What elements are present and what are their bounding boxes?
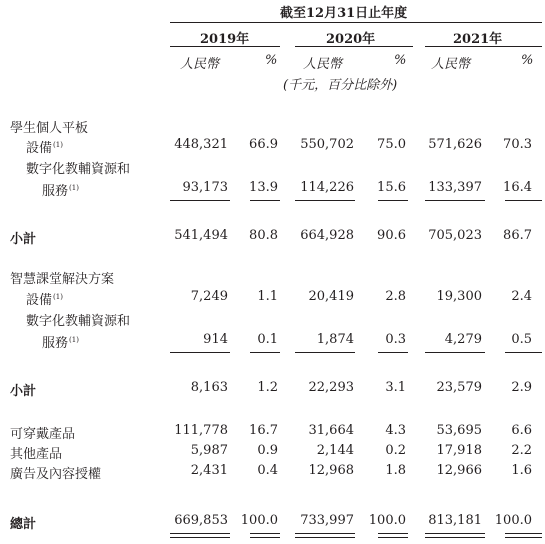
pct-2021: % bbox=[521, 53, 534, 68]
amount-cell: 2,144 bbox=[316, 443, 354, 458]
row-label: 設備$^{(1)}$ bbox=[26, 141, 63, 156]
percent-cell: 0.9 bbox=[257, 443, 278, 458]
amount-cell: 664,928 bbox=[300, 228, 354, 243]
subtotal-rule bbox=[170, 200, 230, 201]
footnote-marker: (1) bbox=[69, 184, 79, 192]
percent-cell: 0.3 bbox=[385, 332, 406, 347]
row-label: 小計 bbox=[10, 232, 37, 247]
period-header: 截至12月31日止年度 bbox=[280, 6, 408, 21]
unit-note: (千元，百分比除外) bbox=[283, 78, 398, 93]
percent-cell: 0.1 bbox=[257, 332, 278, 347]
percent-cell: 100.0 bbox=[494, 513, 532, 528]
percent-cell: 1.8 bbox=[385, 463, 406, 478]
percent-cell: 4.3 bbox=[385, 423, 406, 438]
total-double-rule bbox=[378, 533, 408, 534]
year-rule-2019 bbox=[170, 46, 280, 47]
percent-cell: 70.3 bbox=[503, 137, 532, 152]
amount-cell: 12,966 bbox=[436, 463, 482, 478]
amount-cell: 133,397 bbox=[428, 180, 482, 195]
row-label: 廣告及內容授權 bbox=[10, 467, 102, 482]
subtotal-rule bbox=[250, 200, 280, 201]
row-label: 服務$^{(1)}$ bbox=[42, 336, 79, 351]
percent-cell: 3.1 bbox=[385, 380, 406, 395]
amount-cell: 111,778 bbox=[174, 423, 228, 438]
subtotal-rule bbox=[295, 352, 355, 353]
currency-2019: 人民幣 bbox=[180, 57, 220, 72]
amount-cell: 813,181 bbox=[428, 513, 482, 528]
percent-cell: 16.7 bbox=[249, 423, 278, 438]
pct-2020: % bbox=[394, 53, 407, 68]
percent-cell: 100.0 bbox=[368, 513, 406, 528]
footnote-marker: (1) bbox=[69, 336, 79, 344]
year-rule-2020 bbox=[295, 46, 413, 47]
amount-cell: 705,023 bbox=[428, 228, 482, 243]
subtotal-rule bbox=[170, 352, 230, 353]
amount-cell: 20,419 bbox=[308, 289, 354, 304]
amount-cell: 914 bbox=[203, 332, 228, 347]
year-2020: 2020年 bbox=[326, 32, 376, 47]
amount-cell: 31,664 bbox=[308, 423, 354, 438]
percent-cell: 16.4 bbox=[503, 180, 532, 195]
amount-cell: 4,279 bbox=[444, 332, 482, 347]
row-label: 其他產品 bbox=[10, 447, 63, 462]
row-label: 數字化教輔資源和 bbox=[26, 162, 131, 177]
total-double-rule bbox=[295, 537, 355, 538]
footnote-marker: (1) bbox=[53, 141, 63, 149]
total-double-rule bbox=[425, 537, 485, 538]
subtotal-rule bbox=[378, 200, 408, 201]
amount-cell: 448,321 bbox=[174, 137, 228, 152]
total-double-rule bbox=[505, 533, 542, 534]
year-rule-2021 bbox=[425, 46, 542, 47]
total-double-rule bbox=[295, 533, 355, 534]
amount-cell: 23,579 bbox=[436, 380, 482, 395]
percent-cell: 6.6 bbox=[511, 423, 532, 438]
row-label: 智慧課堂解決方案 bbox=[10, 272, 115, 287]
percent-cell: 66.9 bbox=[249, 137, 278, 152]
row-label: 學生個人平板 bbox=[10, 121, 89, 136]
total-double-rule bbox=[378, 537, 408, 538]
total-double-rule bbox=[425, 533, 485, 534]
percent-cell: 86.7 bbox=[503, 228, 532, 243]
percent-cell: 1.1 bbox=[257, 289, 278, 304]
percent-cell: 2.2 bbox=[511, 443, 532, 458]
subtotal-rule bbox=[505, 200, 542, 201]
percent-cell: 1.6 bbox=[511, 463, 532, 478]
footnote-marker: (1) bbox=[53, 293, 63, 301]
row-label: 總計 bbox=[10, 517, 37, 532]
total-double-rule bbox=[505, 537, 542, 538]
amount-cell: 8,163 bbox=[190, 380, 228, 395]
percent-cell: 2.4 bbox=[511, 289, 532, 304]
subtotal-rule bbox=[505, 352, 542, 353]
percent-cell: 1.2 bbox=[257, 380, 278, 395]
percent-cell: 0.2 bbox=[385, 443, 406, 458]
subtotal-rule bbox=[295, 200, 355, 201]
subtotal-rule bbox=[378, 352, 408, 353]
total-double-rule bbox=[170, 537, 230, 538]
amount-cell: 550,702 bbox=[300, 137, 354, 152]
pct-2019: % bbox=[265, 53, 278, 68]
total-double-rule bbox=[170, 533, 230, 534]
total-double-rule bbox=[250, 537, 280, 538]
subtotal-rule bbox=[425, 200, 485, 201]
amount-cell: 12,968 bbox=[308, 463, 354, 478]
year-2021: 2021年 bbox=[453, 32, 503, 47]
row-label: 小計 bbox=[10, 384, 37, 399]
amount-cell: 19,300 bbox=[436, 289, 482, 304]
percent-cell: 2.8 bbox=[385, 289, 406, 304]
amount-cell: 53,695 bbox=[436, 423, 482, 438]
percent-cell: 90.6 bbox=[377, 228, 406, 243]
amount-cell: 2,431 bbox=[190, 463, 228, 478]
amount-cell: 1,874 bbox=[316, 332, 354, 347]
row-label: 設備$^{(1)}$ bbox=[26, 293, 63, 308]
percent-cell: 0.4 bbox=[257, 463, 278, 478]
row-label: 可穿戴產品 bbox=[10, 427, 76, 442]
amount-cell: 93,173 bbox=[182, 180, 228, 195]
percent-cell: 80.8 bbox=[249, 228, 278, 243]
currency-2021: 人民幣 bbox=[431, 57, 471, 72]
percent-cell: 13.9 bbox=[249, 180, 278, 195]
amount-cell: 669,853 bbox=[174, 513, 228, 528]
percent-cell: 75.0 bbox=[377, 137, 406, 152]
currency-2020: 人民幣 bbox=[303, 57, 343, 72]
subtotal-rule bbox=[425, 352, 485, 353]
amount-cell: 114,226 bbox=[300, 180, 354, 195]
amount-cell: 733,997 bbox=[300, 513, 354, 528]
amount-cell: 5,987 bbox=[190, 443, 228, 458]
year-2019: 2019年 bbox=[200, 32, 250, 47]
percent-cell: 2.9 bbox=[511, 380, 532, 395]
row-label: 服務$^{(1)}$ bbox=[42, 184, 79, 199]
header-rule bbox=[170, 22, 542, 23]
percent-cell: 15.6 bbox=[377, 180, 406, 195]
subtotal-rule bbox=[250, 352, 280, 353]
amount-cell: 17,918 bbox=[436, 443, 482, 458]
percent-cell: 0.5 bbox=[511, 332, 532, 347]
total-double-rule bbox=[250, 533, 280, 534]
amount-cell: 541,494 bbox=[174, 228, 228, 243]
amount-cell: 7,249 bbox=[190, 289, 228, 304]
percent-cell: 100.0 bbox=[240, 513, 278, 528]
amount-cell: 571,626 bbox=[428, 137, 482, 152]
row-label: 數字化教輔資源和 bbox=[26, 314, 131, 329]
amount-cell: 22,293 bbox=[308, 380, 354, 395]
